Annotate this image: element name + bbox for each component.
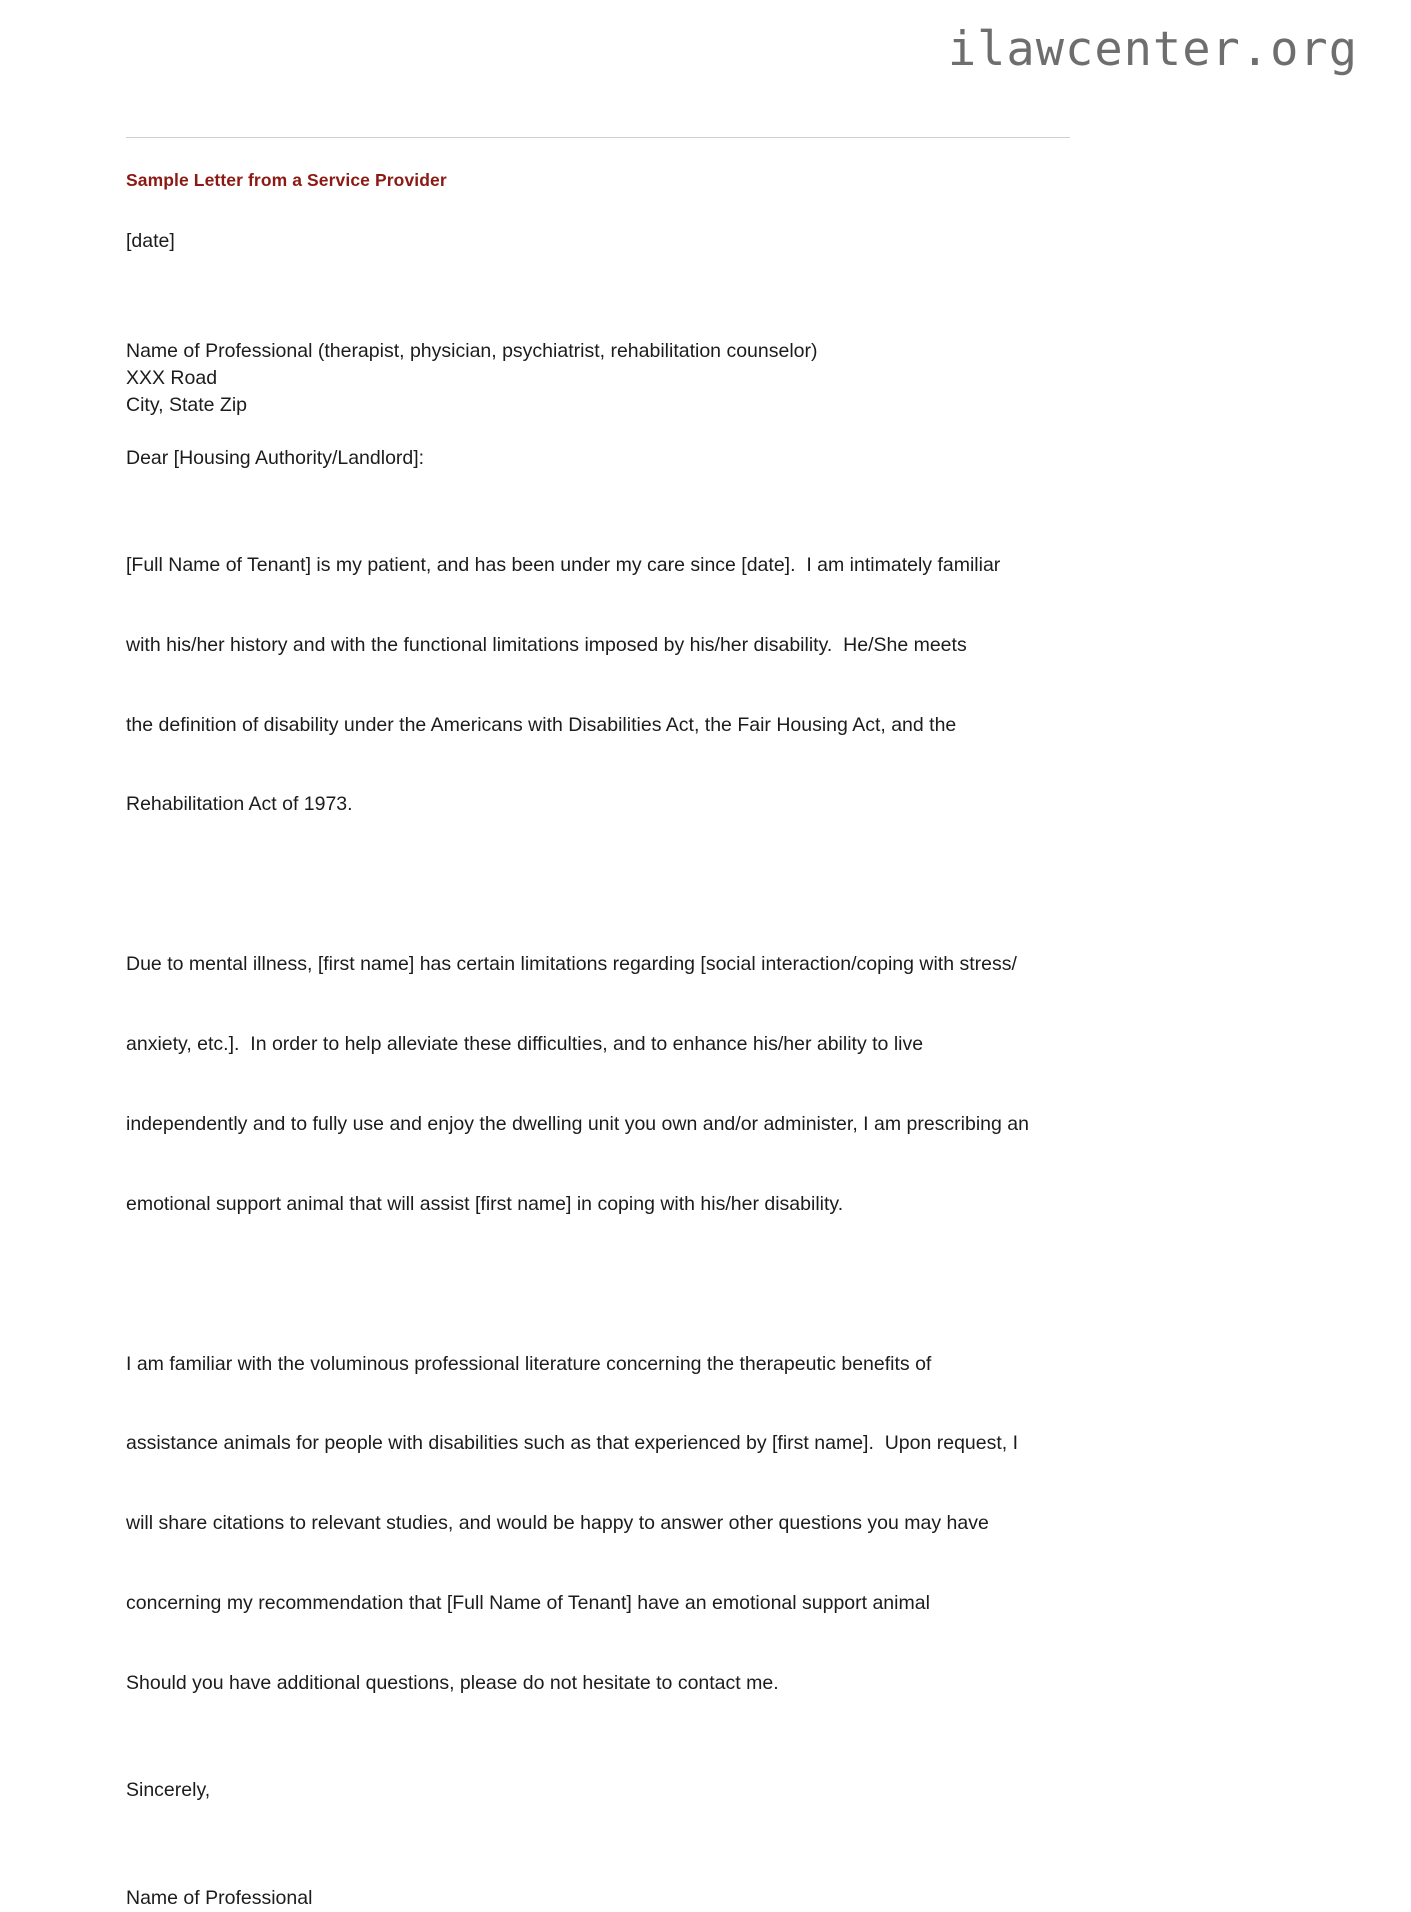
spacer-paragraph-1-2: [126, 871, 1086, 898]
paragraph-line: Should you have additional questions, please do not hesitate to contact me.: [126, 1671, 779, 1694]
paragraph-line: independently and to fully use and enjoy the dwelling unit you own and/or administer, I am prescribing an: [126, 1112, 1029, 1135]
paragraph-line: I am familiar with the voluminous professional literature concerning the therapeutic benefits of: [126, 1352, 932, 1375]
salutation-line: Dear [Housing Authority/Landlord]:: [126, 447, 425, 470]
signature-name: Name of Professional: [126, 1887, 313, 1910]
site-header: [0, 0, 1411, 120]
spacer-date-address: [126, 254, 1086, 338]
date-line: [date]: [126, 229, 175, 252]
paragraph-line: Due to mental illness, [first name] has certain limitations regarding [social interaction/coping with stress/: [126, 953, 1017, 976]
paragraph-line: emotional support animal that will assist [first name] in coping with his/her disability.: [126, 1192, 844, 1215]
signature-space: [126, 1803, 1086, 1885]
recipient-city-line: City, State Zip: [126, 393, 248, 416]
paragraph-line: assistance animals for people with disabilities such as that experienced by [first name]. Upon request, I: [126, 1432, 1019, 1455]
spacer-paragraph-2-3: [126, 1270, 1086, 1297]
recipient-name-line: Name of Professional (therapist, physician, psychiatrist, rehabilitation counselor): [126, 340, 818, 363]
spacer-body-closing: [126, 1750, 1086, 1777]
site-logo: ilawcenter.org: [947, 22, 1358, 77]
paragraph-patient-history: [126, 499, 1086, 871]
page-title: Sample Letter from a Service Provider: [126, 170, 447, 190]
paragraph-prescription: [126, 898, 1086, 1270]
paragraph-line: with his/her history and with the functional limitations imposed by his/her disability. He/She meets: [126, 633, 967, 656]
paragraph-line: will share citations to relevant studies, and would be happy to answer other questions you may have: [126, 1512, 989, 1535]
paragraph-line: concerning my recommendation that [Full Name of Tenant] have an emotional support animal: [126, 1592, 930, 1614]
recipient-address: [126, 338, 1086, 418]
recipient-street-line: XXX Road: [126, 367, 218, 390]
letter-body: [126, 170, 1086, 1912]
header-divider: [126, 137, 1070, 138]
spacer-salutation-body: [126, 472, 1086, 499]
spacer-title-date: [126, 192, 1086, 228]
spacer-address-salutation: [126, 418, 1086, 445]
paragraph-literature: [126, 1297, 1086, 1749]
paragraph-line: [Full Name of Tenant] is my patient, and has been under my care since [date]. I am intimately familiar: [126, 554, 1001, 577]
paragraph-line: anxiety, etc.]. In order to help alleviate these difficulties, and to enhance his/her ability to live: [126, 1033, 924, 1056]
paragraph-line: the definition of disability under the Americans with Disabilities Act, the Fair Housing Act, and the: [126, 713, 957, 736]
closing-line: Sincerely,: [126, 1778, 211, 1801]
paragraph-line: Rehabilitation Act of 1973.: [126, 793, 353, 816]
